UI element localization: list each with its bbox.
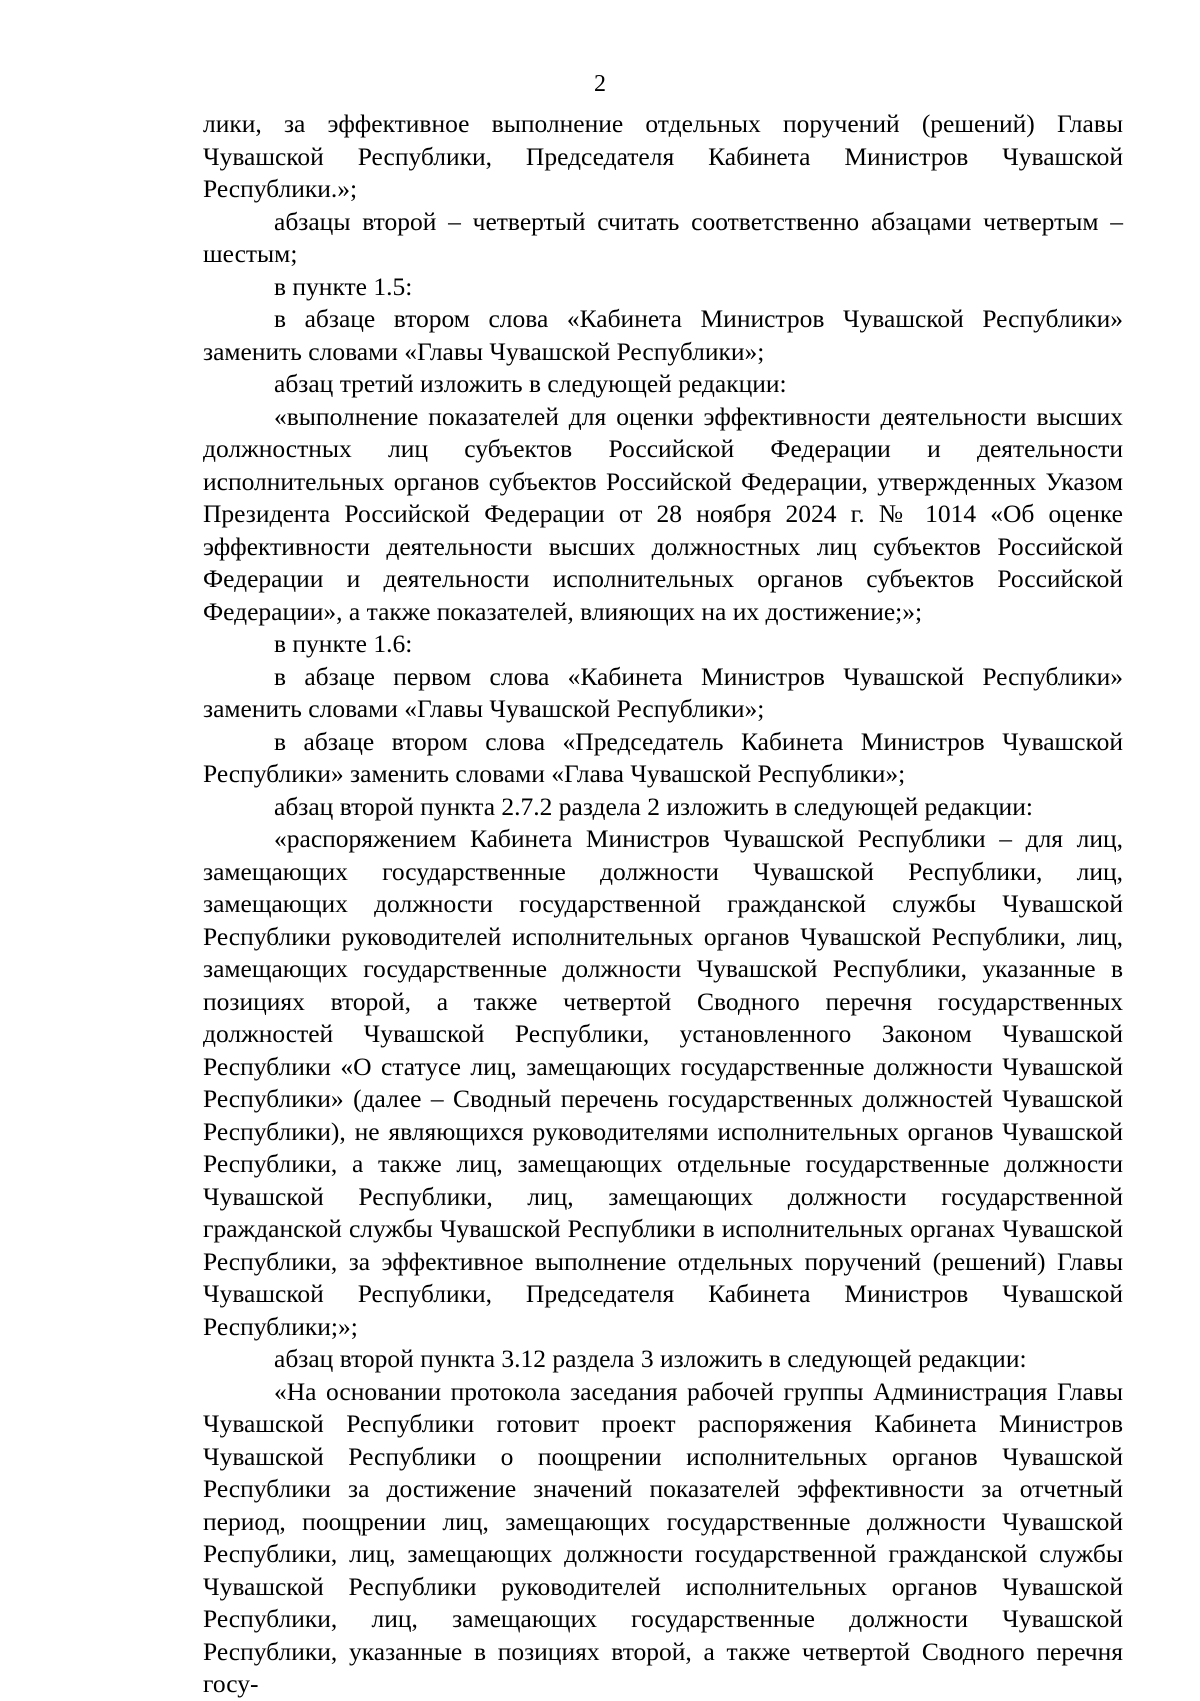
paragraph: «На основании протокола заседания рабочей группы Администрация Главы Чувашской Республики готовит проект распоряжения Кабинета Министров Чувашской Республики о поощрении исполнительных органов Чувашской Республики за достижение значений показателей эффективности за отчетный период, поощрении лиц, замещающих государственные должности Чувашской Республики, лиц, замещающих должности государственной гражданской службы Чувашской Республики руководителей исполнительных органов Чувашской Республики, лиц, замещающих государственные должности Чувашской Республики, указанные в позициях второй, а также четвертой Сводного перечня госу-	[203, 1376, 1123, 1698]
paragraph-continuation: лики, за эффективное выполнение отдельных поручений (решений) Главы Чувашской Республики, Председателя Кабинета Министров Чувашской Республики.»;	[203, 109, 1123, 203]
paragraph: абзац второй пункта 2.7.2 раздела 2 изложить в следующей редакции:	[274, 791, 1033, 821]
paragraph: «распоряжением Кабинета Министров Чувашской Республики – для лиц, замещающих государственные должности Чувашской Республики, лиц, замещающих должности государственной гражданской службы Чувашской Республики руководителей исполнительных органов Чувашской Республики, лиц, замещающих государственные должности Чувашской Республики, указанные в позициях второй, а также четвертой Сводного перечня государственных должностей Чувашской Республики, установленного Законом Чувашской Республики «О статусе лиц, замещающих государственные должности Чувашской Республики» (далее – Сводный перечень государственных должностей Чувашской Республики), не являющихся руководителями исполнительных органов Чувашской Республики, а также лиц, замещающих отдельные государственные должности Чувашской Республики, лиц, замещающих должности государственной гражданской службы Чувашской Республики в исполнительных органах Чувашской Республики, за эффективное выполнение отдельных поручений (решений) Главы Чувашской Республики, Председателя Кабинета Министров Чувашской Республики;»;	[203, 824, 1123, 1341]
paragraph: абзац второй пункта 3.12 раздела 3 изложить в следующей редакции:	[274, 1344, 1027, 1373]
paragraph: «выполнение показателей для оценки эффективности деятельности высших должностных лиц субъектов Российской Федерации и деятельности исполнительных органов субъектов Российской Федерации, утвержденных Указом Президента Российской Федерации от 28 ноября 2024 г. № 1014 «Об оценке эффективности деятельности высших должностных лиц субъектов Российской Федерации и деятельности исполнительных органов субъектов Российской Федерации», а также показателей, влияющих на их достижение;»;	[203, 401, 1123, 626]
paragraph: в пункте 1.5:	[274, 271, 413, 301]
paragraph: в абзаце втором слова «Кабинета Министров Чувашской Республики» заменить словами «Главы Чувашской Республики»;	[203, 304, 1123, 366]
paragraph: в абзаце первом слова «Кабинета Министров Чувашской Республики» заменить словами «Главы Чувашской Республики»;	[203, 661, 1123, 723]
paragraph: абзац третий изложить в следующей редакции:	[274, 369, 787, 398]
paragraph: в абзаце втором слова «Председатель Кабинета Министров Чувашской Республики» заменить словами «Глава Чувашской Республики»;	[203, 726, 1123, 788]
paragraph: абзацы второй – четвертый считать соответственно абзацами четвертым – шестым;	[203, 206, 1123, 268]
paragraph: в пункте 1.6:	[274, 629, 413, 658]
page-number: 2	[594, 71, 606, 97]
document-body	[203, 108, 1123, 1701]
